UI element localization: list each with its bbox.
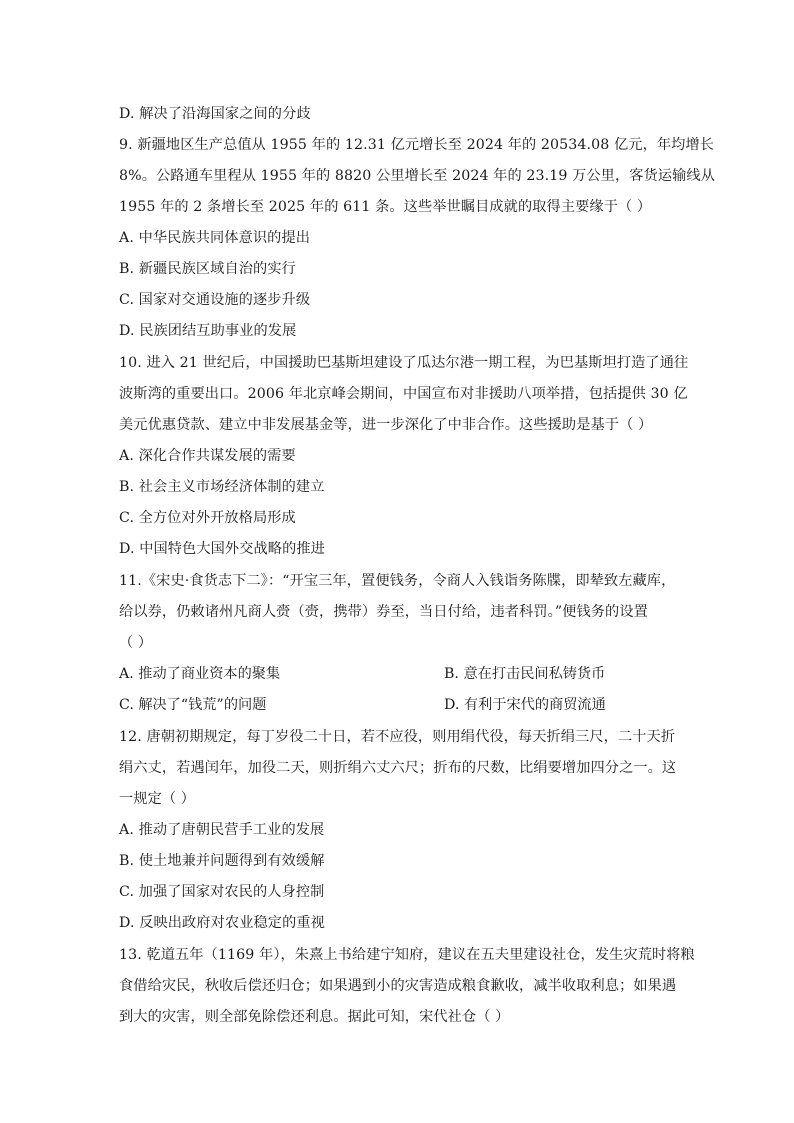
q11-stem-line-1: 11.《宋史·食货志下二》：“开宝三年，置便钱务，令商人入钱诣务陈牒，即辇致左藏库， xyxy=(119,573,676,589)
q11-option-a: A. 推动了商业资本的聚集 xyxy=(119,666,281,682)
q10-option-a: A. 深化合作共谋发展的需要 xyxy=(119,448,296,464)
q12-option-d: D. 反映出政府对农业稳定的重视 xyxy=(119,915,325,931)
q10-option-d: D. 中国特色大国外交战略的推进 xyxy=(119,541,325,557)
q13-stem-line-1: 13. 乾道五年（1169 年），朱熹上书给建宁知府，建议在五夫里建设社仓，发生灾荒时将粮 xyxy=(119,947,695,963)
q9-option-c: C. 国家对交通设施的逐步升级 xyxy=(119,292,311,308)
q10-option-b: B. 社会主义市场经济体制的建立 xyxy=(119,479,325,495)
q12-option-a: A. 推动了唐朝民营手工业的发展 xyxy=(119,822,325,838)
q10-stem-line-2: 波斯湾的重要出口。2006 年北京峰会期间，中国宣布对非援助八项举措，包括提供 30 亿 xyxy=(119,386,688,402)
q10-stem-line-1: 10. 进入 21 世纪后，中国援助巴基斯坦建设了瓜达尔港一期工程，为巴基斯坦打造了通往 xyxy=(119,355,689,371)
q12-stem-line-1: 12. 唐朝初期规定，每丁岁役二十日，若不应役，则用绢代役，每天折绢三尺，二十天折 xyxy=(119,729,676,745)
q8-option-d: D. 解决了沿海国家之间的分歧 xyxy=(119,106,311,122)
q9-option-b: B. 新疆民族区域自治的实行 xyxy=(119,261,296,277)
q13-stem-line-2: 食借给灾民，秋收后偿还归仓；如果遇到小的灾害造成粮食歉收，减半收取利息；如果遇 xyxy=(119,978,677,994)
q11-stem-line-2: 给以券，仍敕诸州凡商人赍（赍，携带）券至，当日付给，违者科罚。”便钱务的设置 xyxy=(119,604,648,620)
q9-stem-line-2: 8%。公路通车里程从 1955 年的 8820 公里增长至 2024 年的 23.19 万公里，客货运输线从 xyxy=(119,168,715,184)
q11-stem-line-3: （ ） xyxy=(119,635,153,651)
q9-stem-line-1: 9. 新疆地区生产总值从 1955 年的 12.31 亿元增长至 2024 年的 20534.08 亿元，年均增长 xyxy=(119,137,715,153)
q11-option-c: C. 解决了“钱荒”的问题 xyxy=(119,697,267,713)
q9-option-a: A. 中华民族共同体意识的提出 xyxy=(119,230,311,246)
q12-stem-line-2: 绢六丈，若遇闰年，加役二天，则折绢六丈六尺；折布的尺数，比绢要增加四分之一。这 xyxy=(119,760,677,776)
q12-stem-line-3: 一规定（ ） xyxy=(119,791,196,807)
q10-stem-line-3: 美元优惠贷款、建立中非发展基金等，进一步深化了中非合作。这些援助是基于（ ） xyxy=(119,417,653,433)
q11-option-b: B. 意在打击民间私铸货币 xyxy=(444,666,606,682)
q11-option-d: D. 有利于宋代的商贸流通 xyxy=(444,697,606,713)
q9-stem-line-3: 1955 年的 2 条增长至 2025 年的 611 条。这些举世瞩目成就的取得主要缘于（ ） xyxy=(119,199,652,215)
q10-option-c: C. 全方位对外开放格局形成 xyxy=(119,510,296,526)
q9-option-d: D. 民族团结互助事业的发展 xyxy=(119,323,297,339)
q12-option-c: C. 加强了国家对农民的人身控制 xyxy=(119,884,325,900)
q12-option-b: B. 使土地兼并问题得到有效缓解 xyxy=(119,853,325,869)
q13-stem-line-3: 到大的灾害，则全部免除偿还利息。据此可知，宋代社仓（ ） xyxy=(119,1009,510,1025)
